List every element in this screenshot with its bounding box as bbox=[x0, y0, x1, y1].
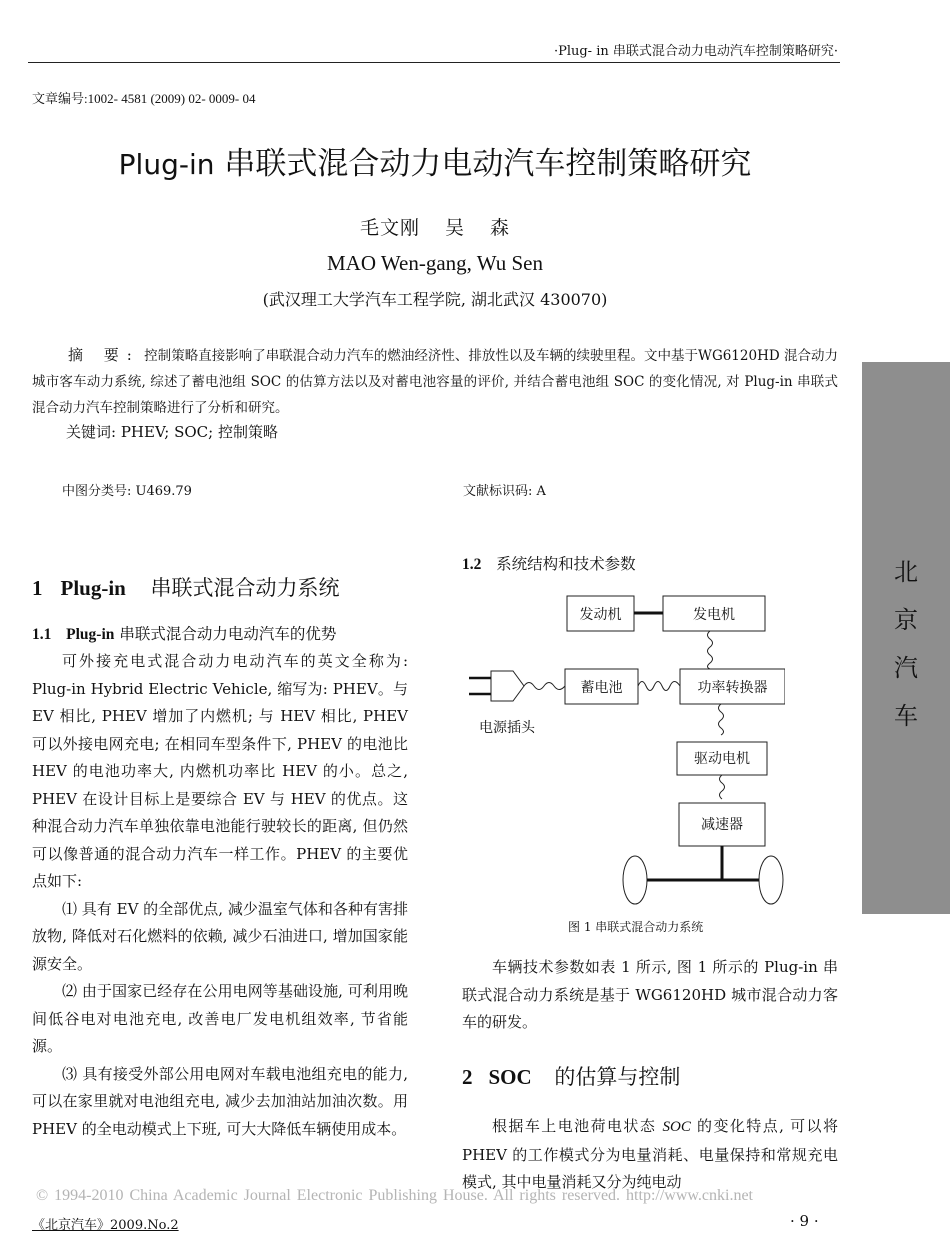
journal-side-tab-text bbox=[862, 548, 950, 740]
plug-label: 电源插头 bbox=[479, 720, 535, 736]
text-run: 根据车上电池荷电状态 bbox=[492, 1117, 663, 1135]
converter-motor-link bbox=[719, 704, 724, 735]
abstract bbox=[32, 342, 838, 421]
side-char: 京 bbox=[894, 606, 918, 634]
journal-citation: 《北京汽车》2009.No.2 bbox=[32, 1218, 179, 1233]
paper-title bbox=[0, 138, 870, 183]
wheel-left bbox=[623, 856, 647, 904]
abstract-text: 控制策略直接影响了串联混合动力汽车的燃油经济性、排放性以及车辆的续驶里程。文中基于WG6120HD 混合动力城市客车动力系统, 综述了蓄电池组 SOC 的估算方法以及对蓄电池容量的评价, 并结合蓄电池组 SOC 的变化情况, 对 Plug-in 串联式混合动力汽车控制策略进行了分析和研究。 bbox=[32, 348, 839, 416]
converter-label: 功率转换器 bbox=[697, 680, 768, 696]
page-number: · 9 · bbox=[790, 1212, 819, 1230]
section-2-paragraph bbox=[462, 1113, 838, 1197]
title-prefix: Plug-in bbox=[118, 148, 215, 181]
wheel-right bbox=[759, 856, 783, 904]
copyright-watermark: © 1994-2010 China Academic Journal Electronic Publishing House. All rights reserved. http://www.cnki.net bbox=[36, 1187, 753, 1204]
authors-chinese: 毛文刚 吴 森 bbox=[359, 217, 511, 239]
subsection-number: 1.1 bbox=[32, 626, 52, 643]
subsection-title: 系统结构和技术参数 bbox=[496, 555, 636, 573]
right-column-paragraph bbox=[462, 954, 838, 1037]
keywords: 关键词: PHEV; SOC; 控制策略 bbox=[66, 423, 278, 441]
paragraph bbox=[462, 1113, 838, 1197]
paragraph: 车辆技术参数如表 1 所示, 图 1 所示的 Plug-in 串联式混合动力系统是基于 WG6120HD 城市混合动力客车的研发。 bbox=[462, 958, 838, 1031]
motor-label: 驱动电机 bbox=[694, 751, 750, 767]
paragraph: ⑶ 具有接受外部公用电网对车载电池组充电的能力, 可以在家里就对电池组充电, 减少去加油站加油次数。用 PHEV 的全电动模式上下班, 可大大降低车辆使用成本。 bbox=[32, 1064, 408, 1138]
clc-number: 中图分类号: U469.79 bbox=[62, 484, 192, 499]
left-column-body bbox=[32, 648, 408, 1143]
reducer-label: 减速器 bbox=[701, 817, 743, 833]
generator-label: 发电机 bbox=[693, 607, 735, 623]
subsection-number: 1.2 bbox=[462, 556, 482, 573]
subsection-title-bold: Plug-in bbox=[66, 626, 115, 643]
power-plug-body bbox=[491, 671, 524, 701]
engine-label: 发动机 bbox=[579, 607, 622, 623]
paragraph: ⑴ 具有 EV 的全部优点, 减少温室气体和各种有害排放物, 降低对石化燃料的依赖, 减少石油进口, 增加国家能源安全。 bbox=[32, 899, 408, 973]
subsection-1-1-heading bbox=[32, 622, 336, 644]
subsection-1-2-heading bbox=[462, 552, 636, 574]
figure-1-diagram bbox=[455, 585, 785, 915]
side-char: 汽 bbox=[894, 654, 918, 682]
motor-reducer-link bbox=[720, 775, 725, 799]
section-title-bold: Plug-in bbox=[60, 576, 126, 600]
running-head: ·Plug- in 串联式混合动力电动汽车控制策略研究· bbox=[553, 44, 838, 59]
soc-italic: SOC bbox=[662, 1119, 691, 1135]
figure-1-caption: 图 1 串联式混合动力系统 bbox=[568, 920, 704, 934]
section-2-heading bbox=[462, 1061, 680, 1091]
authors-english: MAO Wen-gang, Wu Sen bbox=[327, 251, 543, 275]
article-number: 文章编号:1002- 4581 (2009) 02- 0009- 04 bbox=[32, 91, 256, 106]
gen-converter-link bbox=[708, 631, 713, 669]
subsection-title: 串联式混合动力电动汽车的优势 bbox=[114, 625, 337, 643]
paragraph: 可外接充电式混合动力电动汽车的英文全称为: Plug-in Hybrid Electric Vehicle, 缩写为: PHEV。与 EV 相比, PHEV 增加了内燃机; 与 HEV 相比, PHEV 可以外接电网充电; 在相同车型条件下, PHEV 的电池比 HEV 的电池功率大, 内燃机功率比 HEV 的小。总之, PHEV 在设计目标上是要综合 EV 与 HEV 的优点。这种混合动力汽车单独依靠电池能行驶较长的距离, 但仍然可以像普通的混合动力汽车一样工作。PHEV 的主要优点如下: bbox=[32, 652, 408, 890]
battery-label: 蓄电池 bbox=[580, 680, 623, 696]
section-title: 串联式混合动力系统 bbox=[143, 576, 340, 600]
section-1-heading bbox=[32, 572, 340, 602]
abstract-label: 摘 要: bbox=[68, 346, 140, 364]
side-char: 车 bbox=[894, 702, 918, 730]
text-run: 的变化特点, 可以将 PHEV 的工作模式分为电量消耗、电量保持和常规充电模式, 其中电量消耗又分为纯电动 bbox=[462, 1117, 838, 1191]
affiliation: (武汉理工大学汽车工程学院, 湖北武汉 430070) bbox=[262, 290, 608, 309]
side-char: 北 bbox=[894, 558, 918, 586]
paragraph: ⑵ 由于国家已经存在公用电网等基础设施, 可利用晚间低谷电对电池充电, 改善电厂发电机组效率, 节省能源。 bbox=[32, 982, 408, 1055]
header-rule bbox=[28, 62, 840, 63]
document-code: 文献标识码: A bbox=[463, 484, 546, 499]
section-number: 1 bbox=[32, 576, 43, 600]
plug-battery-link bbox=[524, 683, 565, 690]
title-main: 串联式混合动力电动汽车控制策略研究 bbox=[214, 146, 752, 182]
section-title: 的估算与控制 bbox=[547, 1065, 681, 1089]
section-title-bold: SOC bbox=[488, 1065, 532, 1089]
section-number: 2 bbox=[462, 1065, 473, 1089]
battery-converter-link bbox=[638, 682, 680, 691]
